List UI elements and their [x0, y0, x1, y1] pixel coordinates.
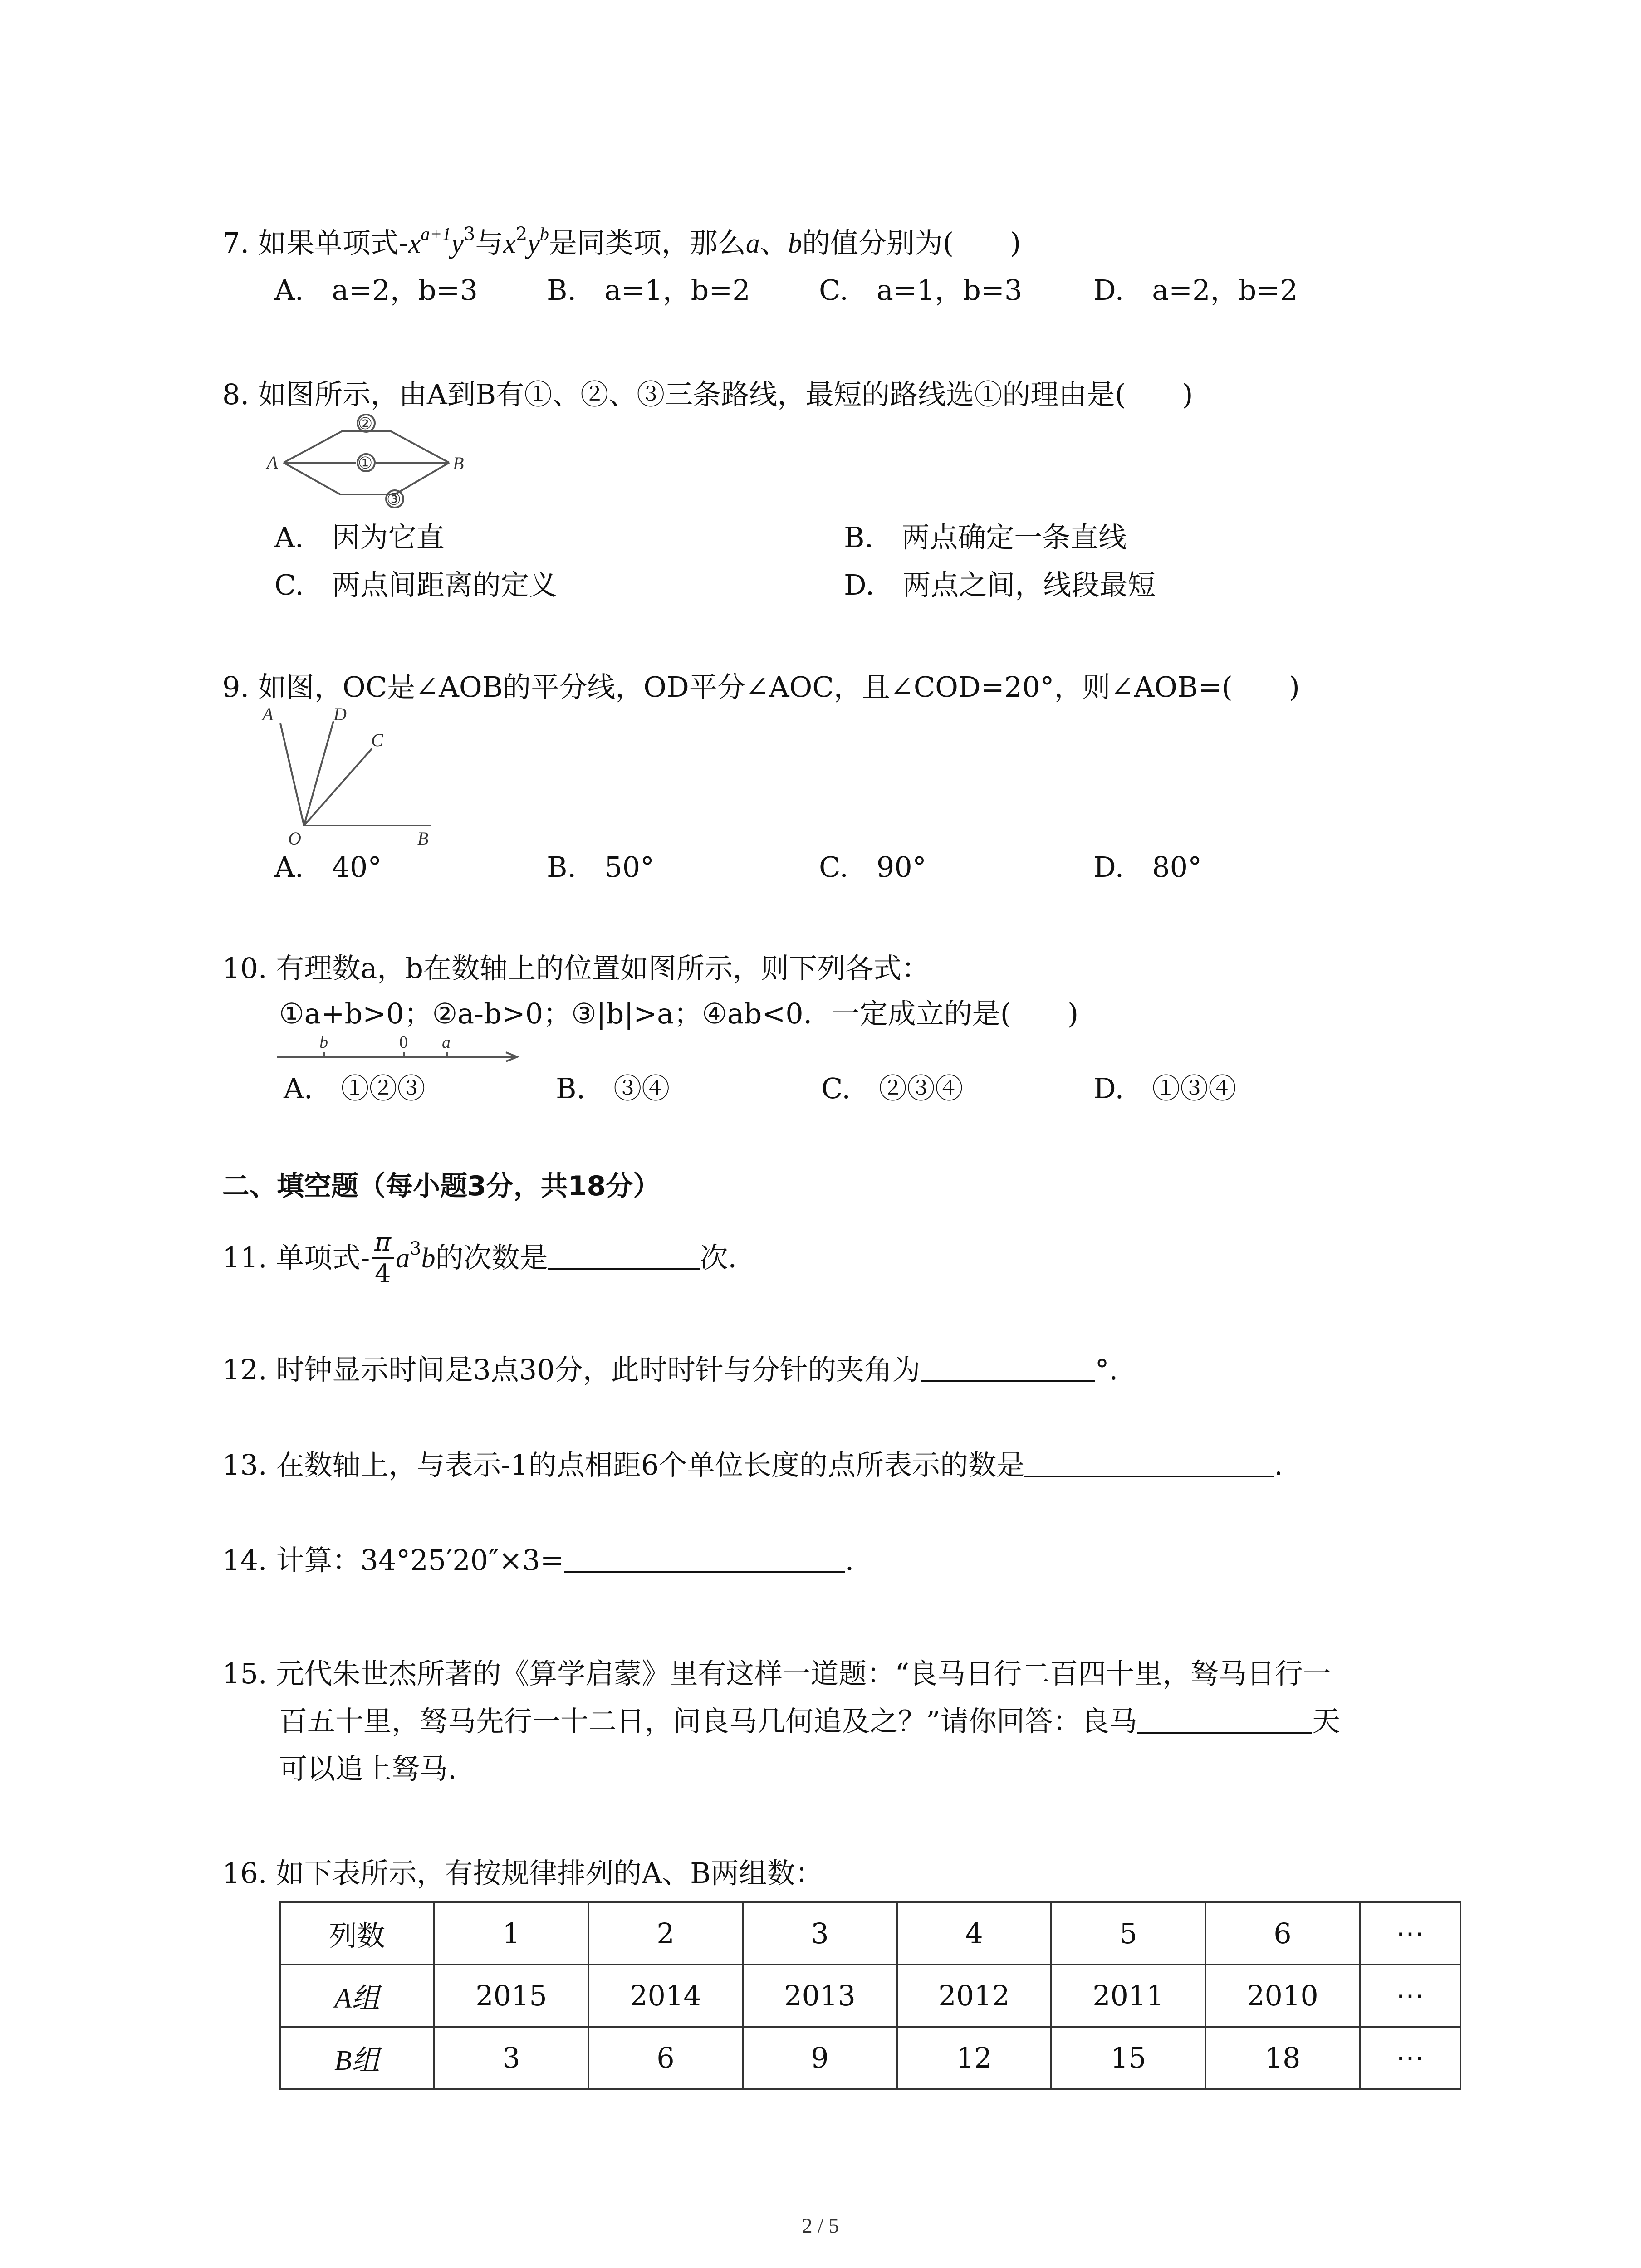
question-text: 时钟显示时间是3点30分，此时时针与分针的夹角为	[276, 1353, 921, 1386]
question-9	[222, 669, 1300, 705]
question-text: °.	[1095, 1353, 1118, 1386]
table-cell: 5	[1051, 1902, 1205, 1965]
table-cell: B组	[280, 2027, 434, 2089]
table-cell: A组	[280, 1965, 434, 2027]
question-number: 12.	[222, 1353, 267, 1386]
table-cell: 6	[588, 2027, 743, 2089]
table-cell: 6	[1205, 1902, 1360, 1965]
question-text: 在数轴上，与表示-1的点相距6个单位长度的点所表示的数是	[276, 1448, 1025, 1481]
question-text: 天	[1312, 1705, 1340, 1738]
question-15-line3: 可以追上驽马.	[279, 1752, 457, 1785]
math-exp: 3	[410, 1238, 421, 1260]
math-exp: a+1	[421, 224, 451, 244]
question-number: 10.	[222, 952, 267, 985]
table-cell: 2	[588, 1902, 743, 1965]
question-number: 11.	[222, 1241, 267, 1275]
question-number: 16.	[222, 1857, 267, 1890]
question-text: 如下表所示，有按规律排列的A、B两组数：	[276, 1857, 823, 1890]
question-text: 与	[475, 226, 504, 259]
question-13	[222, 1447, 1283, 1483]
answer-blank[interactable]	[1137, 1705, 1312, 1734]
option-d[interactable]: D. a=2，b=2	[1093, 274, 1298, 307]
option-a[interactable]: A. 40°	[274, 850, 382, 884]
route-label-2: ②	[358, 415, 373, 433]
question-text: 单项式-	[276, 1241, 370, 1275]
table-cell: 3	[743, 1902, 897, 1965]
math-exp: 3	[463, 224, 475, 245]
table-cell: 9	[743, 2027, 897, 2089]
question-text: .	[845, 1544, 854, 1577]
question-text: 的值分别为( )	[802, 226, 1021, 259]
answer-blank[interactable]	[548, 1241, 700, 1270]
table-cell: 2011	[1051, 1965, 1205, 2027]
route-label-1: ①	[358, 454, 373, 472]
question-15	[222, 1656, 1331, 1692]
sequence-table	[279, 1901, 1461, 2090]
question-10-conditions: ①a+b>0；②a-b>0；③|b|>a；④ab<0．一定成立的是( )	[279, 997, 1079, 1030]
table-cell: 3	[434, 2027, 588, 2089]
option-b[interactable]: B. 50°	[547, 850, 655, 884]
math-var: b	[788, 228, 802, 259]
math-var: a	[745, 228, 760, 259]
table-row	[280, 1902, 1460, 1965]
table-cell: 15	[1051, 2027, 1205, 2089]
option-c[interactable]: C. 90°	[819, 850, 926, 884]
option-b[interactable]: B. a=1，b=2	[547, 274, 750, 307]
table-cell: ⋯	[1360, 1965, 1460, 2027]
route-label-3: ③	[387, 490, 402, 508]
question-number: 14.	[222, 1544, 267, 1577]
question-12	[222, 1352, 1118, 1388]
question-text: 是同类项，那么	[549, 226, 746, 259]
math-var: b	[421, 1243, 436, 1274]
question-text: 有理数a，b在数轴上的位置如图所示，则下列各式：	[276, 952, 930, 985]
question-number: 8.	[222, 378, 250, 411]
option-c[interactable]: C. ②③④	[821, 1072, 963, 1105]
option-a[interactable]: A. a=2，b=3	[274, 274, 478, 307]
question-number: 9.	[222, 670, 250, 704]
table-cell: 2014	[588, 1965, 743, 2027]
table-cell: 2013	[743, 1965, 897, 2027]
question-10	[222, 950, 930, 987]
question-number: 15.	[222, 1657, 267, 1690]
question-text: 如图所示，由A到B有①、②、③三条路线，最短的路线选①的理由是( )	[258, 378, 1193, 411]
question-15-line2	[279, 1703, 1340, 1740]
question-text: 如果单项式-	[258, 226, 408, 259]
axis-label-a: a	[442, 1033, 451, 1052]
route-figure	[259, 411, 476, 515]
math-var: y	[527, 228, 540, 259]
option-b[interactable]: B. 两点确定一条直线	[844, 521, 1127, 554]
question-text: 计算：34°25′20″×3=	[276, 1544, 564, 1577]
question-number: 7.	[222, 226, 250, 259]
number-line-figure	[272, 1030, 526, 1070]
angle-label-b: B	[417, 828, 429, 848]
fraction-denominator: 4	[374, 1259, 391, 1289]
question-16	[222, 1855, 823, 1892]
math-var: a	[396, 1243, 410, 1274]
axis-label-zero: 0	[399, 1033, 408, 1052]
table-cell: 2015	[434, 1965, 588, 2027]
table-cell: ⋯	[1360, 1902, 1460, 1965]
angle-label-o: O	[288, 828, 301, 848]
angle-figure	[259, 703, 449, 848]
fraction-numerator: π	[372, 1227, 394, 1259]
axis-label-b: b	[319, 1033, 328, 1052]
route-label-a: A	[267, 452, 278, 473]
question-text: .	[1274, 1448, 1283, 1481]
table-cell: 4	[897, 1902, 1051, 1965]
route-label-b: B	[453, 453, 464, 474]
table-cell: 2010	[1205, 1965, 1360, 2027]
angle-label-c: C	[371, 730, 383, 750]
option-c[interactable]: C. a=1，b=3	[819, 274, 1023, 307]
question-7	[222, 225, 1021, 262]
angle-label-a: A	[262, 704, 274, 724]
table-cell: 12	[897, 2027, 1051, 2089]
option-a[interactable]: A. 因为它直	[274, 521, 445, 554]
question-text: 、	[759, 226, 788, 259]
math-var: y	[451, 228, 464, 259]
table-cell: 18	[1205, 2027, 1360, 2089]
answer-blank[interactable]	[921, 1353, 1095, 1382]
table-cell: 1	[434, 1902, 588, 1965]
table-cell: 列数	[280, 1902, 434, 1965]
question-text: 百五十里，驽马先行一十二日，问良马几何追及之？”请你回答：良马	[279, 1705, 1137, 1738]
table-row	[280, 1965, 1460, 2027]
question-text: 次．	[700, 1241, 756, 1275]
option-d[interactable]: D. ①③④	[1093, 1072, 1237, 1105]
question-14	[222, 1542, 854, 1579]
answer-blank[interactable]	[564, 1544, 845, 1573]
angle-label-d: D	[333, 704, 347, 724]
option-c[interactable]: C. 两点间距离的定义	[274, 568, 557, 601]
math-var: x	[503, 228, 516, 259]
question-text: 的次数是	[435, 1241, 548, 1275]
question-text: 如图，OC是∠AOB的平分线，OD平分∠AOC，且∠COD=20°，则∠AOB=( )	[258, 670, 1300, 704]
option-a[interactable]: A. ①②③	[284, 1072, 426, 1105]
question-8	[222, 376, 1193, 413]
option-d[interactable]: D. 80°	[1093, 850, 1202, 884]
fraction	[372, 1227, 394, 1289]
page-number: 2 / 5	[802, 2214, 839, 2237]
answer-blank[interactable]	[1024, 1448, 1274, 1477]
question-11	[222, 1229, 756, 1291]
math-exp: 2	[515, 224, 528, 245]
section-heading: 二、填空题（每小题3分，共18分）	[222, 1170, 661, 1202]
table-cell: ⋯	[1360, 2027, 1460, 2089]
table-row	[280, 2027, 1460, 2089]
question-number: 13.	[222, 1448, 267, 1481]
question-text: 元代朱世杰所著的《算学启蒙》里有这样一道题：“良马日行二百四十里，驽马日行一	[276, 1657, 1332, 1690]
math-var: x	[408, 228, 421, 259]
table-cell: 2012	[897, 1965, 1051, 2027]
option-b[interactable]: B. ③④	[556, 1072, 670, 1105]
option-d[interactable]: D. 两点之间，线段最短	[844, 568, 1156, 601]
math-exp: b	[539, 224, 549, 244]
